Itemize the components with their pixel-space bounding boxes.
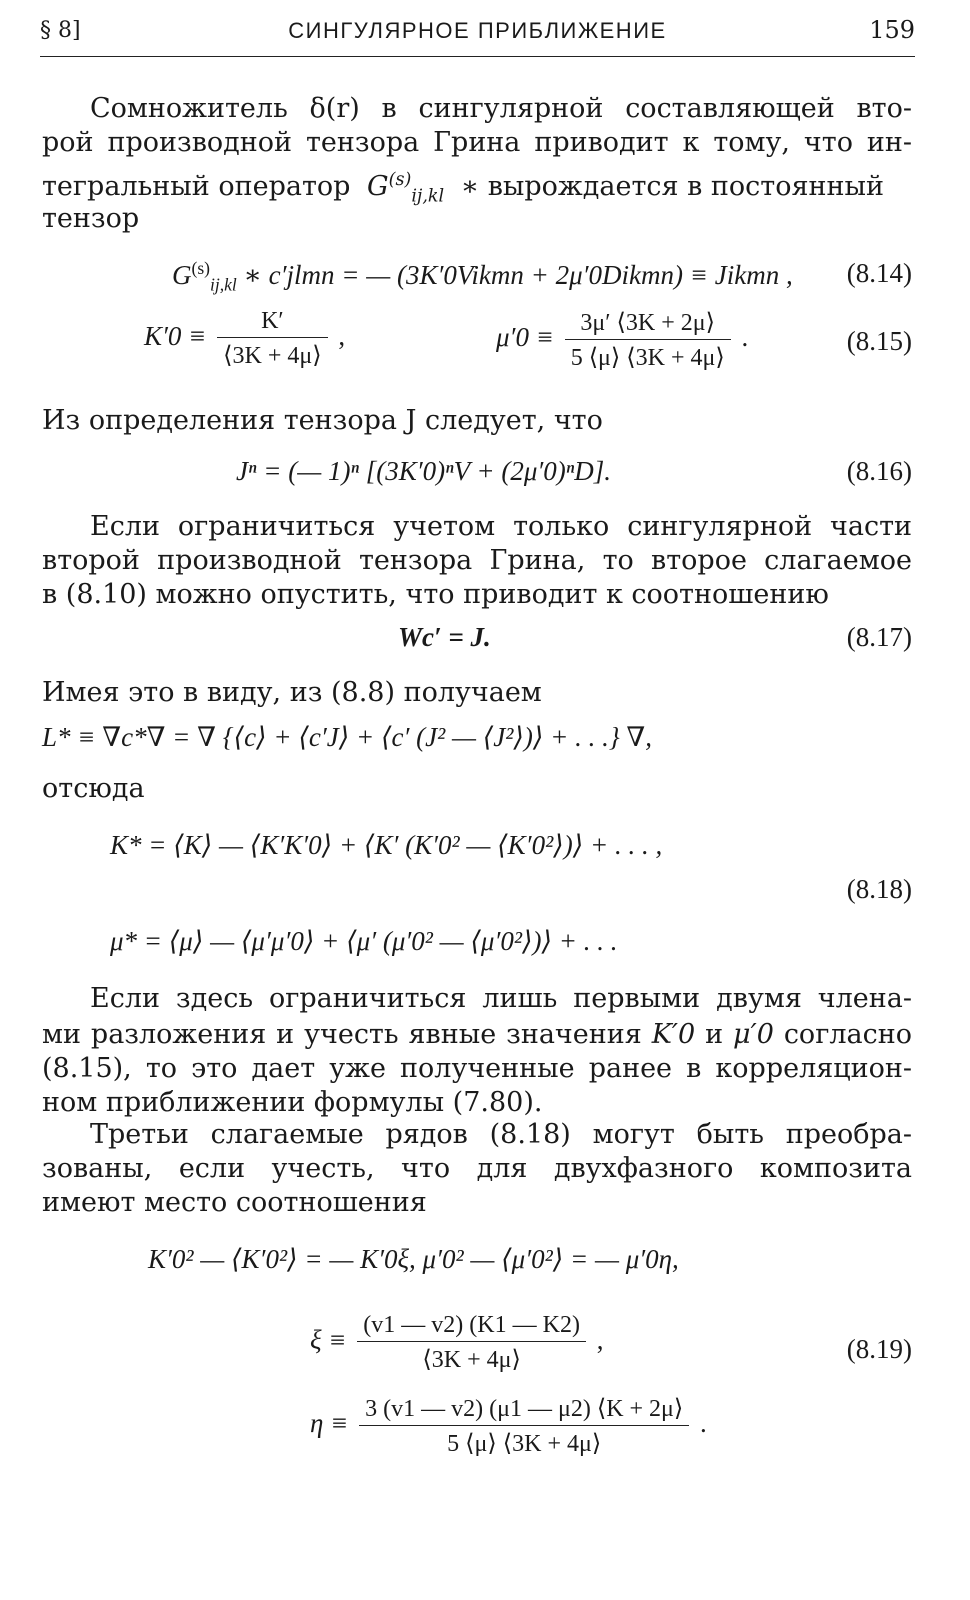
equation-8-16: [40, 456, 912, 490]
para6-line2a: ми разложения и учесть явные значения: [42, 1019, 642, 1050]
para6-line2: [42, 1018, 912, 1051]
eq818-k-line: [110, 830, 662, 861]
para1-line3b: ∗ вырождается в постоянный: [460, 171, 884, 202]
eq819-number: (8.19): [846, 1334, 912, 1364]
eq819-xi-fraction: [357, 1312, 586, 1374]
eq819-xi-lhs: ξ ≡: [310, 1325, 347, 1356]
para1-line2: рой производной тензора Грина приводит к тому, что ин-: [42, 127, 912, 158]
page-number: 159: [869, 16, 915, 44]
para3-line3: в (8.10) можно опустить, что приводит к соотношению: [42, 579, 829, 610]
eq818-mu-text: μ* = ⟨μ⟩ — ⟨μ′μ′0⟩ + ⟨μ′ (μ′0² — ⟨μ′0²⟩)⟩ + . . .: [110, 926, 618, 956]
equation-8-19-top: [40, 1244, 912, 1284]
eq816-number: (8.16): [846, 456, 912, 486]
para6-k0: K′0: [651, 1019, 696, 1050]
g-superscript: (s): [388, 170, 412, 190]
eq815-mu: μ′0 ≡ $\frac{3\mu' ⟨3K + 2\mu⟩}{5 ⟨\mu⟩ ⟨3K + 4\mu⟩}$ .: [496, 310, 749, 371]
eq819-eta-fraction: [359, 1394, 689, 1458]
eq815-mu-fraction: [565, 308, 731, 372]
eq815-k: K′0 ≡ $\frac{K'}{⟨3K + 4\mu⟩}$ ,: [144, 308, 346, 369]
equation-l-star: [40, 722, 912, 756]
eq814-rest: ∗ c′jlmn = — (3K′0Vikmn + 2μ′0Dikmn) ≡ Jikmn ,: [243, 260, 793, 290]
eq814-body: [172, 258, 793, 295]
eq815-mu-num: 3μ′ ⟨3K + 2μ⟩: [580, 310, 715, 336]
g-letter: G: [367, 171, 389, 202]
running-title: СИНГУЛЯРНОЕ ПРИБЛИЖЕНИЕ: [288, 18, 667, 43]
eq815-number: (8.15): [846, 326, 912, 356]
g-subscript: ij,kl: [411, 186, 445, 207]
eq819-xi: ξ ≡ $\frac{(v1 — v2) (K1 — K2)}{⟨3K + 4\mu⟩}$ ,: [310, 1312, 604, 1373]
eq814-g: G: [172, 260, 192, 290]
para6-mu0: μ′0: [733, 1019, 774, 1050]
equation-8-17: [40, 622, 912, 656]
eq815-k-fraction: [217, 308, 327, 370]
eq818-mu-line: [110, 926, 618, 957]
eq815-mu-den: 5 ⟨μ⟩ ⟨3K + 4μ⟩: [565, 339, 731, 372]
eq818-k-text: K* = ⟨K⟩ — ⟨K′K′0⟩ + ⟨K′ (K′0² — ⟨K′0²⟩)⟩ + . . . ,: [110, 830, 663, 860]
equation-8-15: [40, 306, 912, 380]
eq-lstar-text: L* ≡ ∇c*∇ = ∇ {⟨c⟩ + ⟨c′J⟩ + ⟨c′ (J² — ⟨J²⟩)⟩ + . . .} ∇,: [42, 722, 653, 752]
eq814-sub: ij,kl: [210, 274, 237, 295]
eq815-k-lhs: K′0 ≡: [144, 321, 207, 352]
para2-line: Из определения тензора J следует, что: [42, 405, 603, 436]
eq816-expr: [236, 456, 611, 487]
para6-and: и: [705, 1019, 724, 1050]
eq815-k-num: K′: [261, 308, 284, 334]
eq814-number: (8.14): [846, 258, 912, 288]
eq815-k-den: ⟨3K + 4μ⟩: [217, 337, 327, 370]
equation-8-19: [40, 1312, 912, 1472]
para1-line3a: тегральный оператор: [42, 171, 351, 202]
section-ref: § 8]: [40, 18, 81, 43]
eq819a-expr: [148, 1244, 679, 1275]
eq817-number: (8.17): [846, 622, 912, 652]
eq818-number: (8.18): [846, 874, 912, 904]
equation-8-18: [40, 830, 912, 960]
eq819-eta-num: 3 (v1 — v2) (μ1 — μ2) ⟨K + 2μ⟩: [365, 1396, 684, 1422]
running-header: [40, 16, 915, 57]
eq819-eta: η ≡ $\frac{3 (v1 — v2) (\mu 1 — \mu 2) ⟨K + 2\mu⟩}{5 ⟨\mu⟩ ⟨3K + 4\mu⟩}$ .: [310, 1396, 707, 1457]
eq819-eta-den: 5 ⟨μ⟩ ⟨3K + 4μ⟩: [359, 1425, 689, 1458]
eq819-eta-lhs: η ≡: [310, 1408, 349, 1439]
eq-lstar-expr: [42, 722, 652, 753]
para6-according: согласно: [783, 1019, 912, 1050]
green-operator-symbol: [367, 170, 445, 207]
eq819-xi-den: ⟨3K + 4μ⟩: [357, 1341, 586, 1374]
para3-line1: Если ограничиться учетом только сингулярной части: [90, 511, 912, 542]
para7-line2: зованы, если учесть, что для двухфазного композита: [42, 1153, 912, 1184]
para5-line: отсюда: [42, 773, 145, 804]
eq819a-text: K′0² — ⟨K′0²⟩ = — K′0ξ, μ′0² — ⟨μ′0²⟩ = — μ′0η,: [148, 1244, 679, 1274]
eq814-sup: (s): [191, 258, 210, 278]
eq816-text: Jⁿ = (— 1)ⁿ [(3K′0)ⁿV + (2μ′0)ⁿD].: [236, 456, 612, 486]
para4-line: Имея это в виду, из (8.8) получаем: [42, 677, 542, 708]
equation-8-14: [40, 258, 912, 295]
para1-line4: тензор: [42, 203, 140, 234]
eq817-text: Wc′ = J.: [398, 622, 491, 652]
eq815-mu-lhs: μ′0 ≡: [496, 322, 554, 353]
para7-line3: имеют место соотношения: [42, 1187, 427, 1218]
para6-line3: (8.15), то это дает уже полученные ранее в корреляцион-: [42, 1053, 912, 1084]
eq819-xi-num: (v1 — v2) (K1 — K2): [363, 1312, 580, 1338]
para3-line2: второй производной тензора Грина, то второе слагаемое: [42, 545, 912, 576]
para6-line1: Если здесь ограничиться лишь первыми двумя члена-: [90, 983, 912, 1014]
para6-line4: ном приближении формулы (7.80).: [42, 1087, 543, 1118]
eq817-expr: [398, 622, 491, 653]
para7-line1: Третьи слагаемые рядов (8.18) могут быть преобра-: [90, 1119, 912, 1150]
para1-line1: Сомножитель δ(r) в сингулярной составляющей вто-: [90, 93, 912, 124]
